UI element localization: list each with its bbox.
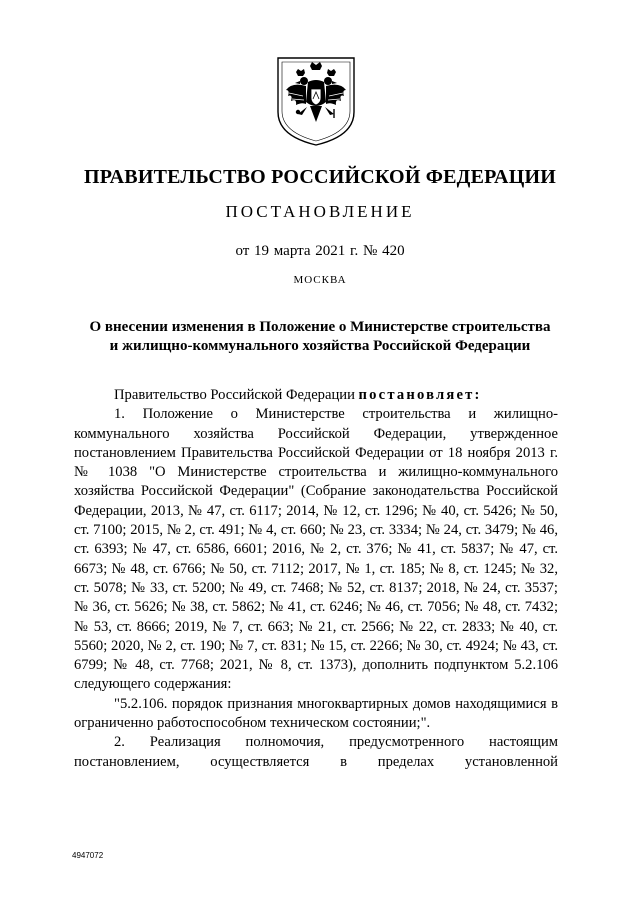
paragraph-2: 2. Реализация полномочия, предусмотренного настоящим постановлением, осуществляется в пределах установленной	[74, 734, 558, 770]
document-code: 4947072	[72, 851, 104, 860]
government-title: ПРАВИТЕЛЬСТВО РОССИЙСКОЙ ФЕДЕРАЦИИ	[84, 166, 556, 188]
document-type: ПОСТАНОВЛЕНИЕ	[225, 202, 415, 221]
coat-of-arms-emblem	[274, 52, 358, 148]
subject-line-1: О внесении изменения в Положение о Министерстве строительства	[89, 319, 551, 335]
document-subject	[60, 318, 580, 356]
document-date-number: от 19 марта 2021 г. № 420	[235, 243, 405, 259]
intro-paragraph	[74, 386, 558, 405]
subject-line-2: и жилищно-коммунального хозяйства Российской Федерации	[109, 338, 531, 354]
document-body	[74, 386, 558, 772]
paragraph-1: 1. Положение о Министерстве строительства и жилищно-коммунального хозяйства Российской Федерации, утвержденное постановлением Правительства Российской Федерации от 18 ноября 2013 г. № 1038 "О Министерстве строительства и жилищно-коммунального хозяйства Российской Федерации" (Собрание законодательства Российской Федерации, 2013, № 47, ст. 6117; 2014, № 12, ст. 1296; № 40, ст. 5426; № 50, ст. 7100; 2015, № 2, ст. 491; № 4, ст. 660; № 23, ст. 3334; № 24, ст. 3479; № 46, ст. 6393; № 47, ст. 6586, 6601; 2016, № 2, ст. 376; № 41, ст. 5837; № 47, ст. 6673; № 48, ст. 6766; № 50, ст. 7112; 2017, № 1, ст. 185; № 8, ст. 1245; № 32, ст. 5078; № 33, ст. 5200; № 49, ст. 7468; № 52, ст. 8137; 2018, № 24, ст. 3537; № 36, ст. 5626; № 38, ст. 5862; № 41, ст. 6246; № 46, ст. 7056; № 48, ст. 7432; № 53, ст. 8666; 2019, № 7, ст. 663; № 21, ст. 2566; № 22, ст. 2833; № 40, ст. 5560; 2020, № 2, ст. 190; № 7, ст. 831; № 15, ст. 2266; № 30, ст. 4924; № 43, ст. 6799; № 48, ст. 7768; 2021, № 8, ст. 1373), дополнить подпунктом 5.2.106 следующего содержания:	[74, 406, 558, 693]
decree-word: постановляет:	[358, 387, 482, 403]
issuing-city: МОСКВА	[293, 274, 347, 286]
intro-prefix: Правительство Российской Федерации	[114, 387, 359, 403]
quoted-provision: "5.2.106. порядок признания многоквартирных домов находящимися в ограниченно работоспособном техническом состоянии;".	[74, 695, 558, 732]
